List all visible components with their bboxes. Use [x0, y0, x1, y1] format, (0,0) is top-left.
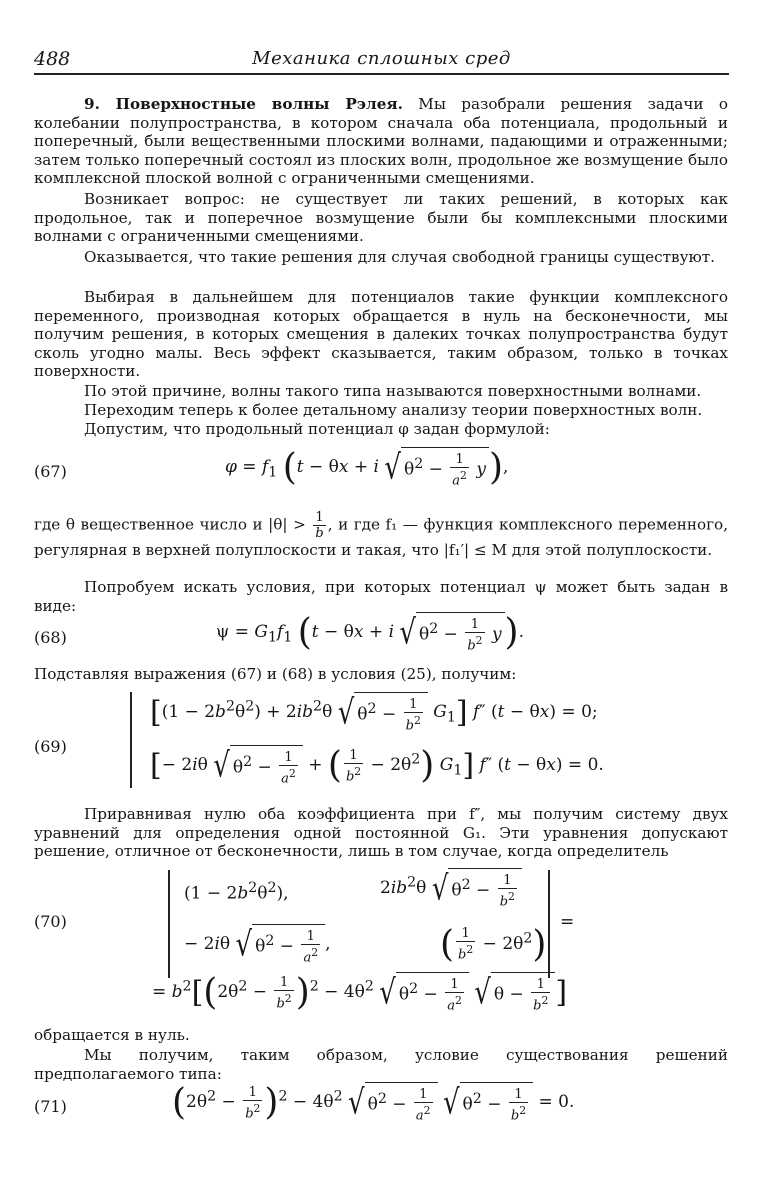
equation-number-68: (68): [34, 628, 67, 647]
paragraph-13: Мы получим, таким образом, условие существования решений предполагаемого типа:: [34, 1046, 728, 1083]
paragraph-3: Оказывается, что такие решения для случая свободной границы существуют.: [84, 248, 715, 266]
determinant-right-bar: [548, 870, 550, 978]
system-brace: [130, 692, 132, 788]
section-heading: 9. Поверхностные волны Рэлея.: [84, 95, 403, 113]
paragraph-9: Попробуем искать условия, при которых потенциал ψ может быть задан в виде:: [34, 578, 728, 615]
paragraph-4: Выбирая в дальнейшем для потенциалов такие функции комплексного переменного, производная которых обращается в нуль на бесконечности, мы получим решения, в которых смещения в далеких точках полупространства будут сколь угодно малы. Весь эффект сказывается, таким образом, только в точках поверхности.: [34, 288, 728, 381]
equation-number-71: (71): [34, 1097, 67, 1116]
paragraph-1: [34, 95, 728, 188]
det-equals: =: [560, 912, 575, 932]
paragraph-10: Подставляя выражения (67) и (68) в условия (25), получим:: [34, 665, 517, 683]
page-number: 488: [34, 48, 71, 70]
paragraph-7: Допустим, что продольный потенциал φ задан формулой:: [84, 420, 550, 438]
paragraph-8-a: где θ вещественное число и |θ| >: [34, 515, 306, 534]
det-row1-col2: $2ib^2\theta$ √ $\theta^2$ − $\frac{1}{b^2}$: [380, 868, 522, 909]
page-header: [34, 44, 729, 74]
det-row1-col1: $(1 - 2b^2\theta^2)$,: [184, 880, 289, 904]
paragraph-8: [34, 510, 728, 560]
paragraph-1-text: Мы разобрали решения задачи о колебании полупространства, в котором сначала оба потенциала, продольный и поперечный, были вещественными плоскими волнами, падающими и отраженными; затем только поперечный состоял из плоских волн, продольное же возмущение было комплексной плоской волной с ограниченными смещениями.: [34, 95, 728, 188]
running-title: Механика сплошных сред: [252, 48, 511, 69]
one-over-b: $\frac{1}{b}$: [315, 510, 324, 541]
formula-71: ($2\theta^2$ − $\frac{1}{b^2}$ )$^2 - 4\theta^2$ √ $\theta^2$ − $\frac{1}{a^2}$ √ $\theta^2$ − $\frac{1}{b^2}$ = 0.: [172, 1082, 575, 1124]
formula-69-line-2: [− 2iθ √ $\theta^2$ − $\frac{1}{a^2}$ + ( $\frac{1}{b^2}$ − $2\theta^2$) $G_1$] f″ (t − θx) = 0.: [150, 745, 604, 787]
paragraph-2: Возникает вопрос: не существует ли таких решений, в которых как продольное, так и поперечное возмущение были бы комплексными плоскими волнами с ограниченными смещениями.: [34, 190, 728, 246]
equation-number-67: (67): [34, 462, 67, 481]
det-row2-col2: ( $\frac{1}{b^2}$ − $2\theta^2$): [440, 924, 547, 965]
header-rule: [34, 73, 729, 75]
formula-70-expansion: = $b^2[(2\theta^2$ − $\frac{1}{b^2}$ )$^2 - 4\theta^2$ √ $\theta^2$ − $\frac{1}{a^2}$ √ θ − $\frac{1}{b^2}$ ]: [152, 972, 568, 1014]
formula-67: $\varphi = f_1$ (t − θx + i √ $\theta^2$ − $\frac{1}{a^2}$ y),: [225, 447, 509, 489]
paragraph-6: Переходим теперь к более детальному анализу теории поверхностных волн.: [84, 401, 703, 419]
equation-number-69: (69): [34, 737, 67, 756]
det-row2-col1: − 2iθ √ $\theta^2$ − $\frac{1}{a^2}$ ,: [184, 925, 331, 966]
paragraph-5: По этой причине, волны такого типа называются поверхностными волнами.: [84, 382, 702, 400]
equation-number-70: (70): [34, 912, 67, 931]
paragraph-12: обращается в нуль.: [34, 1026, 190, 1044]
paragraph-8-b: , и где f₁ — функция комплексного переменного, регулярная в верхней полуплоскости и такая, что |f₁′| ≤ M для этой полуплоскости.: [34, 515, 729, 559]
paragraph-11: Приравнивая нулю оба коэффициента при f″, мы получим систему двух уравнений для определения одной постоянной G₁. Эти уравнения допускают решение, отличное от бесконечности, лишь в том случае, когда определитель: [34, 805, 728, 861]
formula-69-line-1: [$(1 - 2b^2\theta^2) + 2ib^2\theta$ √ $\theta^2$ − $\frac{1}{b^2}$ $G_1$] f″ (t − θx) = 0;: [150, 693, 598, 734]
determinant-left-bar: [168, 870, 170, 978]
formula-68: $\psi = G_1f_1$ (t − θx + i √ $\theta^2$ − $\frac{1}{b^2}$ y).: [216, 612, 524, 654]
